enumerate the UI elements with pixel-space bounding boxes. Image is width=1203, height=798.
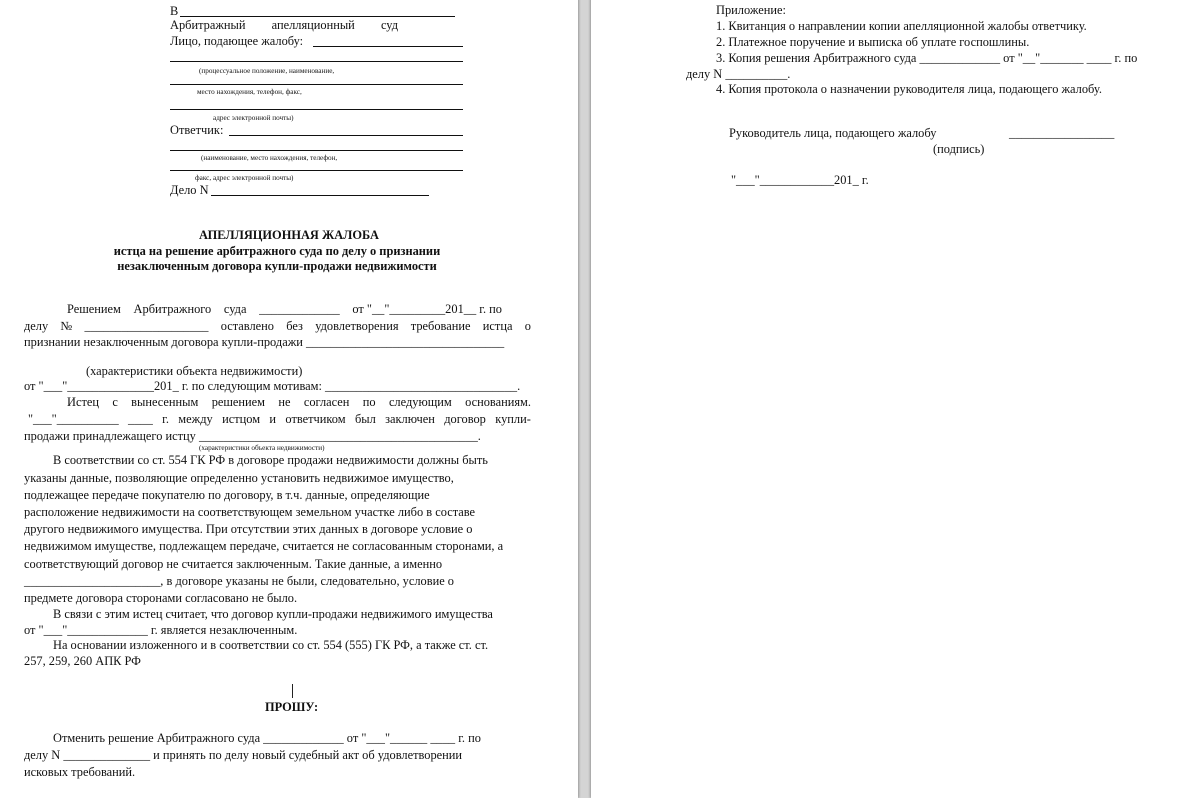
body-line: указаны данные, позволяющие определенно установить недвижимое имущество, (24, 471, 454, 485)
body-line: ______________________, в договоре указаны не были, следовательно, условие о (24, 574, 455, 588)
attachment-item: 1. Квитанция о направлении копии апелляционной жалобы ответчику. (716, 19, 1087, 33)
request-line: делу N ______________ и принять по делу новый судебный акт об удовлетворении (24, 748, 463, 762)
attachment-item: 2. Платежное поручение и выписка об уплате госпошлины. (716, 35, 1030, 49)
request-heading: ПРОШУ: (265, 700, 319, 714)
body-line: предмете договора сторонами согласовано не было. (24, 591, 298, 605)
appellant-hint-2: место нахождения, телефон, факс, (197, 88, 302, 96)
body-line: делу № ____________________ оставлено без удовлетворения требование истца о (24, 319, 531, 333)
body-line: 257, 259, 260 АПК РФ (24, 654, 141, 668)
signature-hint: (подпись) (933, 142, 985, 156)
respondent-hint-2: факс, адрес электронной почты) (195, 174, 294, 182)
document-subtitle-1: истца на решение арбитражного суда по делу о признании (113, 244, 441, 258)
respondent-field-3 (170, 170, 463, 171)
appellant-hint-1: (процессуальное положение, наименование, (199, 67, 335, 75)
body-line: Истец с вынесенным решением не согласен по следующим основаниям. (67, 395, 531, 409)
appellant-hint-3: адрес электронной почты) (213, 114, 294, 122)
date-line: "___"____________201_ г. (731, 173, 869, 187)
signature-label: Руководитель лица, подающего жалобу (729, 126, 937, 140)
body-line: другого недвижимого имущества. При отсутствии этих данных в договоре условие о (24, 522, 473, 536)
body-line: "___"__________ ____ г. между истцом и ответчиком был заключен договор купли- (28, 412, 531, 426)
to-court-label: В (170, 4, 179, 18)
body-line: недвижимом имуществе, подлежащем передаче, считается не согласованным сторонами, а (24, 539, 504, 553)
appellant-field-3 (170, 84, 463, 85)
attachment-item: 4. Копия протокола о назначении руководителя лица, подающего жалобу. (716, 82, 1102, 96)
to-court-field (180, 16, 455, 17)
body-line: продажи принадлежащего истцу _____________________________________________. (24, 429, 481, 443)
document-title: АПЕЛЛЯЦИОННАЯ ЖАЛОБА (198, 228, 380, 242)
body-line: Решением Арбитражного суда _____________ от "__"_________201__ г. по (67, 302, 502, 316)
body-line: от "___"_____________ г. является незаключенным. (24, 623, 298, 637)
body-line: признании незаключенным договора купли-продажи ________________________________ (24, 335, 505, 349)
body-line: расположение недвижимости на соответствующем земельном участке либо в составе (24, 505, 476, 519)
body-line: соответствующий договор не считается заключенным. Такие данные, а именно (24, 557, 443, 571)
appellant-field-2 (170, 61, 463, 62)
respondent-field-2 (170, 150, 463, 151)
request-line: Отменить решение Арбитражного суда _____________ от "___"______ ____ г. по (53, 731, 481, 745)
appellant-field (313, 46, 463, 47)
object-hint-small: (характеристики объекта недвижимости) (199, 444, 325, 452)
signature-line: _________________ (1009, 126, 1115, 140)
request-line: исковых требований. (24, 765, 136, 779)
case-number-label: Дело N (170, 183, 209, 197)
respondent-field (229, 135, 463, 136)
document-subtitle-2: незаключенным договора купли-продажи недвижимости (117, 259, 437, 273)
court-line: Арбитражный апелляционный суд (170, 18, 398, 32)
text-cursor (292, 684, 293, 698)
case-number-field (211, 195, 429, 196)
attachment-item: 3. Копия решения Арбитражного суда _____________ от "__"_______ ____ г. по (716, 51, 1138, 65)
respondent-label: Ответчик: (170, 123, 224, 137)
appellant-field-4 (170, 109, 463, 110)
body-line: В соответствии со ст. 554 ГК РФ в договоре продажи недвижимости должны быть (53, 453, 488, 467)
body-line: На основании изложенного и в соответствии со ст. 554 (555) ГК РФ, а также ст. ст. (53, 638, 489, 652)
document-page-2 (591, 0, 1203, 798)
body-line: от "___"______________201_ г. по следующим мотивам: _______________________________. (24, 379, 521, 393)
respondent-hint-1: (наименование, место нахождения, телефон, (201, 154, 338, 162)
appellant-label: Лицо, подающее жалобу: (170, 34, 304, 48)
object-hint: (характеристики объекта недвижимости) (86, 364, 303, 378)
body-line: В связи с этим истец считает, что договор купли-продажи недвижимого имущества (53, 607, 493, 621)
document-page-1 (0, 0, 578, 798)
attachment-item: делу N __________. (686, 67, 791, 81)
body-line: подлежащее передаче покупателю по договору, в т.ч. данные, определяющие (24, 488, 430, 502)
attachments-label: Приложение: (716, 3, 786, 17)
